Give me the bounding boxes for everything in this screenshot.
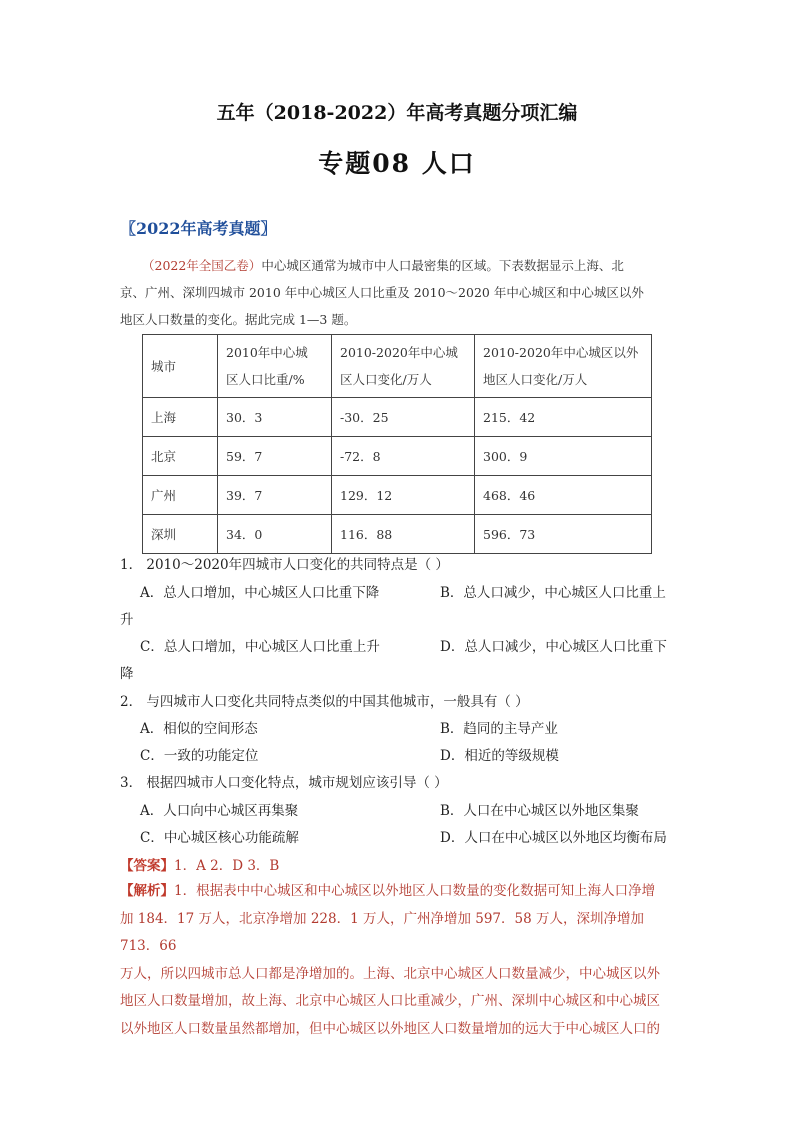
topic-title: 专题08 人口 [318, 149, 476, 178]
question-2-option-d[interactable]: D．相近的等级规模 [440, 748, 559, 764]
table-cell: -30．25 [332, 398, 475, 437]
question-3-stem: 3． 根据四城市人口变化特点，城市规划应该引导（ ） [120, 775, 448, 791]
table-cell: -72．8 [332, 437, 475, 476]
population-table [142, 334, 652, 554]
table-cell: 深圳 [143, 515, 218, 554]
question-1-option-d-wrap: 降 [120, 666, 134, 682]
question-2-option-b[interactable]: B．趋同的主导产业 [440, 721, 558, 737]
intro-line-1: 中心城区通常为城市中人口最密集的区域。下表数据显示上海、北 [261, 258, 624, 273]
table-header-cell: 2010年中心城 区人口比重/% [218, 335, 332, 398]
analysis-line: 1．根据表中中心城区和中心城区以外地区人口数量的变化数据可知上海人口净增 [174, 883, 656, 899]
analysis-line: 以外地区人口数量虽然都增加，但中心城区以外地区人口数量增加的远大于中心城区人口的 [120, 1020, 660, 1037]
table-row [143, 437, 652, 476]
table-header-row [143, 335, 652, 398]
question-2-stem: 2． 与四城市人口变化共同特点类似的中国其他城市，一般具有（ ） [120, 694, 529, 710]
table-cell: 116．88 [332, 515, 475, 554]
table-cell: 468．46 [475, 476, 652, 515]
question-source: （2022年全国乙卷） [142, 258, 262, 273]
table-cell: 300．9 [475, 437, 652, 476]
table-cell: 广州 [143, 476, 218, 515]
table-cell: 39．7 [218, 476, 332, 515]
question-2-option-c[interactable]: C．一致的功能定位 [140, 748, 259, 764]
question-1-option-b-wrap: 升 [120, 612, 134, 628]
table-row [143, 398, 652, 437]
section-heading: 〖2022年高考真题〗 [120, 219, 277, 238]
question-2-option-a[interactable]: A．相似的空间形态 [140, 721, 258, 737]
table-header-cell: 2010-2020年中心城 区人口变化/万人 [332, 335, 475, 398]
analysis-block [120, 878, 680, 1044]
answer-line [120, 854, 279, 874]
table-cell: 129．12 [332, 476, 475, 515]
table-row [143, 515, 652, 554]
analysis-line: 地区人口数量增加，故上海、北京中心城区人口比重减少，广州、深圳中心城区和中心城区 [120, 993, 660, 1010]
question-intro [120, 252, 680, 333]
question-3-option-d[interactable]: D．人口在中心城区以外地区均衡布局 [440, 830, 667, 846]
table-cell: 北京 [143, 437, 218, 476]
question-1-option-a[interactable]: A．总人口增加，中心城区人口比重下降 [140, 585, 380, 601]
intro-line-3: 地区人口数量的变化。据此完成 1—3 题。 [120, 312, 357, 327]
table-header-cell: 2010-2020年中心城区以外 地区人口变化/万人 [475, 335, 652, 398]
question-1-option-c[interactable]: C．总人口增加，中心城区人口比重上升 [140, 639, 380, 655]
analysis-tag: 【解析】 [120, 883, 174, 899]
page-title: 五年（2018-2022）年高考真题分项汇编 [216, 102, 578, 124]
answer-tag: 【答案】 [120, 858, 174, 874]
table-cell: 596．73 [475, 515, 652, 554]
answer-text: 1．A 2．D 3．B [174, 858, 280, 874]
table-cell: 215．42 [475, 398, 652, 437]
analysis-line: 加 184．17 万人，北京净增加 228．1 万人，广州净增加 597．58 万人，深圳净增加 713．66 [120, 910, 644, 955]
question-3-option-c[interactable]: C．中心城区核心功能疏解 [140, 830, 299, 846]
analysis-line: 万人，所以四城市总人口都是净增加的。上海、北京中心城区人口数量减少，中心城区以外 [120, 965, 660, 982]
table-header-cell: 城市 [143, 335, 218, 398]
question-1-stem: 1． 2010～2020年四城市人口变化的共同特点是（ ） [120, 557, 449, 573]
table-cell: 上海 [143, 398, 218, 437]
question-3-option-b[interactable]: B．人口在中心城区以外地区集聚 [440, 803, 639, 819]
table-cell: 30．3 [218, 398, 332, 437]
table-cell: 59．7 [218, 437, 332, 476]
table-row [143, 476, 652, 515]
question-3-option-a[interactable]: A．人口向中心城区再集聚 [140, 803, 299, 819]
table-cell: 34．0 [218, 515, 332, 554]
intro-line-2: 京、广州、深圳四城市 2010 年中心城区人口比重及 2010～2020 年中心城区和中心城区以外 [120, 285, 644, 300]
question-1-option-b[interactable]: B．总人口减少，中心城区人口比重上 [440, 585, 666, 601]
question-1-option-d[interactable]: D．总人口减少，中心城区人口比重下 [440, 639, 667, 655]
